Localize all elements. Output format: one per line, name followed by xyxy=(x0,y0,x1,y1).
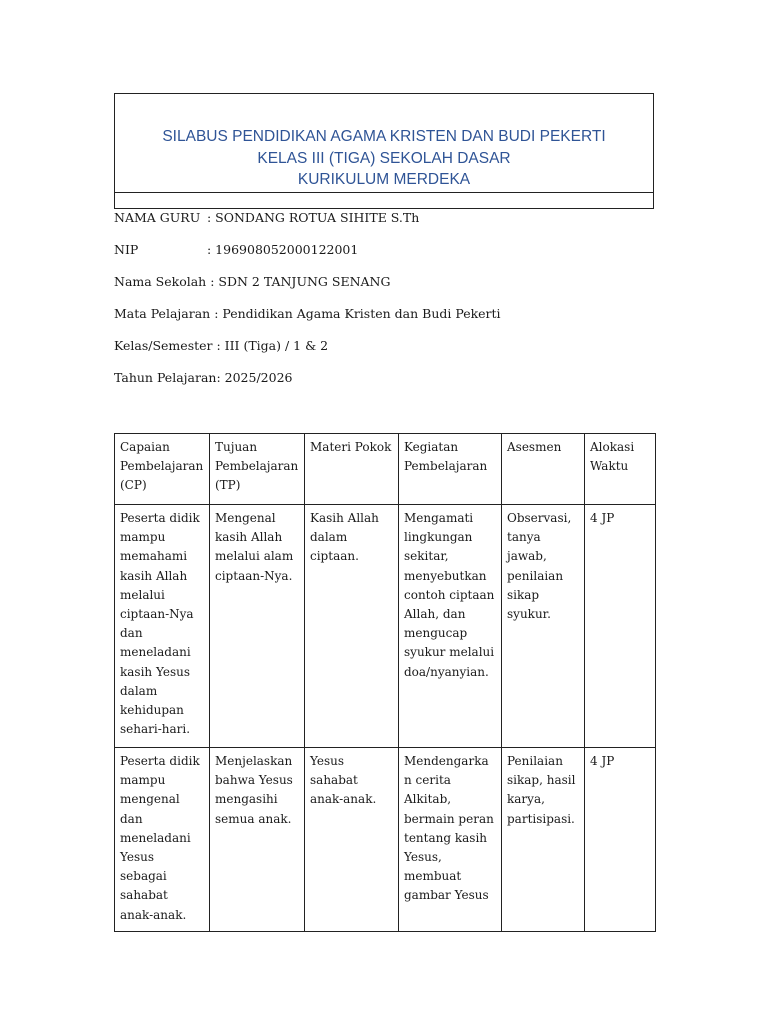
info-nip xyxy=(114,242,358,258)
info-subject xyxy=(114,306,501,322)
table-cell: Mendengarkan cerita Alkitab, bermain peran tentang kasih Yesus, membuat gambar Yesus xyxy=(399,748,502,932)
info-value: : SDN 2 TANJUNG SENANG xyxy=(206,274,391,289)
info-school-name xyxy=(114,274,390,290)
syllabus-table xyxy=(114,433,656,932)
info-value: : 196908052000122001 xyxy=(207,242,359,257)
info-class-semester xyxy=(114,338,328,354)
table-row xyxy=(115,748,656,932)
table-cell: Observasi, tanya jawab, penilaian sikap syukur. xyxy=(502,505,585,748)
document-title xyxy=(115,126,653,191)
table-cell: Yesus sahabat anak-anak. xyxy=(305,748,399,932)
info-label: Mata Pelajaran xyxy=(114,306,211,321)
table-cell: 4 JP xyxy=(585,748,656,932)
title-box xyxy=(114,93,654,209)
info-value: : Pendidikan Agama Kristen dan Budi Pekerti xyxy=(210,306,501,321)
info-value: : III (Tiga) / 1 & 2 xyxy=(212,338,329,353)
title-line-2: KELAS III (TIGA) SEKOLAH DASAR xyxy=(257,149,511,167)
table-cell: Mengenal kasih Allah melalui alam ciptaan-Nya. xyxy=(210,505,305,748)
header-cell: Kegiatan Pembelajaran xyxy=(399,434,502,505)
table-cell: Menjelaskan bahwa Yesus mengasihi semua anak. xyxy=(210,748,305,932)
title-divider xyxy=(115,192,653,193)
table-cell: 4 JP xyxy=(585,505,656,748)
info-label: NAMA GURU xyxy=(114,210,201,225)
table-cell: Mengamati lingkungan sekitar, menyebutkan contoh ciptaan Allah, dan mengucap syukur melalui doa/nyanyian. xyxy=(399,505,502,748)
info-label: Tahun Pelajaran: xyxy=(114,370,221,385)
header-cell: Tujuan Pembelajaran (TP) xyxy=(210,434,305,505)
header-cell: Capaian Pembelajaran (CP) xyxy=(115,434,210,505)
table-cell: Peserta didik mampu mengenal dan meneladani Yesus sebagai sahabat anak-anak. xyxy=(115,748,210,932)
table-cell: Kasih Allah dalam ciptaan. xyxy=(305,505,399,748)
info-teacher-name xyxy=(114,210,419,226)
table-row xyxy=(115,505,656,748)
info-academic-year xyxy=(114,370,292,386)
info-value: 2025/2026 xyxy=(220,370,293,385)
title-line-1: SILABUS PENDIDIKAN AGAMA KRISTEN DAN BUDI PEKERTI xyxy=(162,128,606,145)
table-cell: Peserta didik mampu memahami kasih Allah melalui ciptaan-Nya dan meneladani kasih Yesus dalam kehidupan sehari-hari. xyxy=(115,505,210,748)
info-value: : SONDANG ROTUA SIHITE S.Th xyxy=(207,210,420,225)
info-label: NIP xyxy=(114,242,139,257)
header-cell: Alokasi Waktu xyxy=(585,434,656,505)
info-label: Kelas/Semester xyxy=(114,338,213,353)
header-cell: Asesmen xyxy=(502,434,585,505)
table-header-row xyxy=(115,434,656,505)
title-line-3: KURIKULUM MERDEKA xyxy=(297,171,471,188)
table-cell: Penilaian sikap, hasil karya, partisipasi. xyxy=(502,748,585,932)
header-cell: Materi Pokok xyxy=(305,434,399,505)
info-label: Nama Sekolah xyxy=(114,274,207,289)
